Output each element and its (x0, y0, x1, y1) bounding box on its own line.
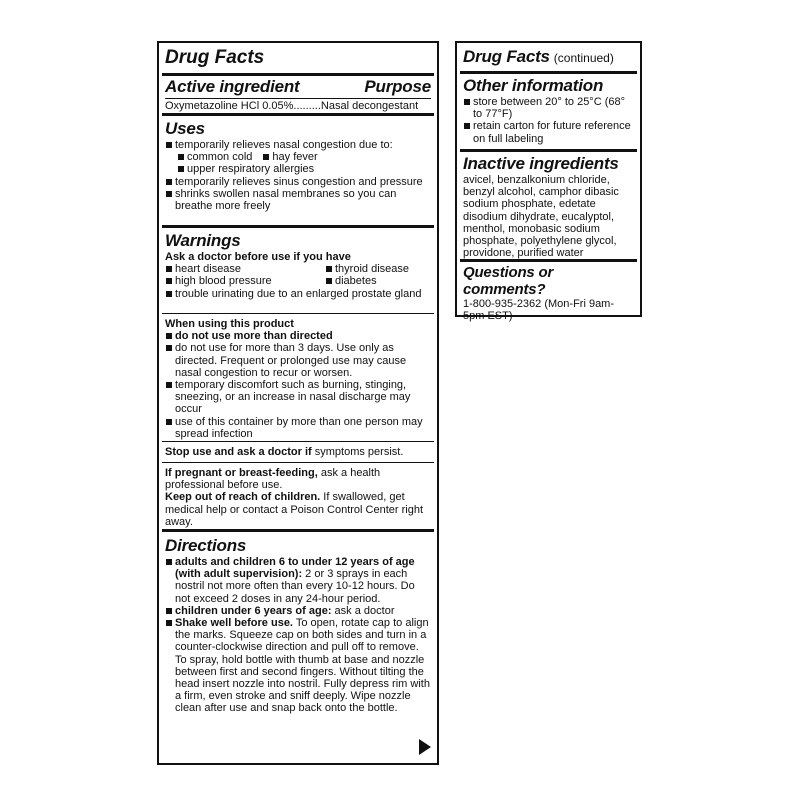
questions-text: 1-800-935-2362 (Mon-Fri 9am-5pm EST) (463, 298, 615, 323)
list-item: heart disease (165, 263, 325, 275)
list-item: trouble urinating due to an enlarged prostate gland (165, 288, 431, 300)
active-ingredient-line: Oxymetazoline HCl 0.05%.........Nasal decongestant (165, 100, 419, 112)
uses-sub-row (165, 163, 431, 175)
inactive-ingredients-section (457, 154, 640, 259)
uses-heading: Uses (165, 119, 205, 138)
uses-section (159, 119, 437, 212)
directions-bold: children under 6 years of age: (175, 604, 332, 617)
list-item (165, 605, 431, 617)
list-item: temporarily relieves nasal congestion due to: (165, 139, 431, 151)
list-item: diabetes (325, 275, 377, 287)
list-item: use of this container by more than one person may spread infection (165, 416, 431, 440)
divider (162, 529, 434, 532)
other-information-heading: Other information (463, 76, 604, 95)
list-item: do not use for more than 3 days. Use only as directed. Frequent or prolonged use may cause nasal congestion to recur or worsen. (165, 342, 431, 379)
directions-text: ask a doctor (331, 604, 395, 617)
divider (460, 259, 637, 262)
directions-section (159, 536, 437, 715)
ask-doctor-heading: Ask a doctor before use if you have (165, 251, 351, 263)
divider (162, 313, 434, 314)
warnings-heading: Warnings (165, 231, 241, 250)
inactive-ingredients-text: avicel, benzalkonium chloride, benzyl alcohol, camphor dibasic sodium phosphate, edetate disodium dihydrate, eucalyptol, menthol, monobasic sodium phosphate, polyethylene glycol, providone, purified water (463, 174, 619, 260)
drug-facts-title: Drug Facts (463, 47, 550, 66)
uses-sub-row (165, 151, 431, 163)
list-item: common cold (177, 151, 252, 163)
directions-bold: adults and children 6 to under 12 years of age (with adult supervision): (175, 556, 415, 581)
list-item: high blood pressure (165, 275, 325, 287)
stop-use-text: symptoms persist. (311, 446, 404, 458)
directions-text: 2 or 3 sprays in each nostril not more often than every 10-12 hours. Do not exceed 2 doses in any 24-hour period. (175, 568, 415, 605)
list-item: store between 20° to 25°C (68° to 77°F) (463, 96, 634, 120)
drug-facts-panel-left (157, 41, 439, 765)
stop-use-section (159, 446, 437, 458)
divider (162, 73, 434, 76)
divider (162, 113, 434, 116)
divider (460, 71, 637, 74)
drug-facts-continued-header (457, 47, 640, 67)
list-item: temporary discomfort such as burning, stinging, sneezing, or an increase in nasal discharge may occur (165, 379, 431, 416)
divider (165, 98, 431, 99)
continued-label: (continued) (553, 51, 614, 65)
directions-bold: Shake well before use. (175, 617, 293, 630)
when-using-section (159, 318, 437, 440)
drug-facts-panel-right (455, 41, 642, 323)
divider (460, 149, 637, 152)
divider (162, 462, 434, 463)
list-item (165, 617, 431, 715)
keep-out-text: If swallowed, get medical help or contact a Poison Control Center right away. (165, 491, 424, 528)
inactive-ingredients-heading: Inactive ingredients (463, 154, 619, 173)
drug-facts-title: Drug Facts (165, 47, 265, 68)
divider (162, 225, 434, 228)
active-ingredient-heading: Active ingredient (165, 77, 300, 96)
stop-use-bold: Stop use and ask a doctor if (165, 446, 312, 458)
continue-arrow-icon (419, 739, 431, 755)
questions-section (457, 264, 640, 322)
conditions-row (165, 263, 431, 275)
list-item: thyroid disease (325, 263, 409, 275)
questions-heading: Questions or comments? (463, 264, 554, 298)
list-item: shrinks swollen nasal membranes so you can breathe more freely (165, 188, 431, 212)
directions-text: To open, rotate cap to align the marks. Squeeze cap on both sides and turn in a counter-clockwise direction and pull off to remove. To spray, hold bottle with thumb at base and nozzle between first and second fingers. Without tilting the head insert nozzle into nostril. Fully depress rim with a firm, even stroke and sniff deeply. Wipe nozzle clean after use and snap back onto the bottle. (175, 617, 430, 715)
list-item: hay fever (262, 151, 317, 163)
drug-facts-header (159, 46, 437, 70)
conditions-row (165, 275, 431, 287)
warnings-section (159, 231, 437, 300)
active-ingredient-section (159, 77, 437, 112)
other-information-section (457, 76, 640, 145)
purpose-heading: Purpose (364, 77, 431, 96)
list-item: temporarily relieves sinus congestion and pressure (165, 176, 431, 188)
keep-out-bold: Keep out of reach of children. (165, 491, 321, 504)
divider (162, 441, 434, 442)
directions-heading: Directions (165, 536, 247, 555)
pregnant-text: ask a health professional before use. (165, 467, 381, 492)
list-item: do not use more than directed (165, 330, 431, 342)
list-item: retain carton for future reference on full labeling (463, 120, 634, 144)
list-item: upper respiratory allergies (177, 163, 314, 175)
pregnant-bold: If pregnant or breast-feeding, (165, 467, 318, 479)
pregnancy-section (159, 467, 437, 528)
when-using-heading: When using this product (165, 318, 294, 330)
list-item (165, 556, 431, 605)
